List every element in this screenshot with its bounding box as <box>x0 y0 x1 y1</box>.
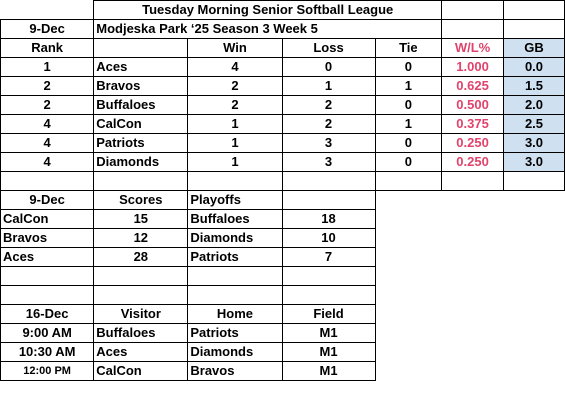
tie-cell: 0 <box>375 96 442 115</box>
field-cell: M1 <box>282 324 375 343</box>
league-title: Tuesday Morning Senior Softball League <box>94 1 442 20</box>
scores-date: 9-Dec <box>1 191 94 210</box>
gb-cell: 2.5 <box>503 115 564 134</box>
team-cell: Buffaloes <box>94 96 188 115</box>
loss-cell: 2 <box>282 96 375 115</box>
loss-cell: 1 <box>282 77 375 96</box>
rank-cell: 4 <box>1 153 94 172</box>
header-wl-pct: W/L% <box>442 39 504 58</box>
win-cell: 1 <box>188 134 282 153</box>
loss-cell: 3 <box>282 134 375 153</box>
win-cell: 2 <box>188 77 282 96</box>
win-cell: 1 <box>188 153 282 172</box>
title-row <box>1 1 565 20</box>
pct-cell: 0.500 <box>442 96 504 115</box>
header-gb: GB <box>503 39 564 58</box>
rank-cell: 4 <box>1 134 94 153</box>
rank-cell: 4 <box>1 115 94 134</box>
team-cell: CalCon <box>94 115 188 134</box>
score-value2: 18 <box>282 210 375 229</box>
header-loss: Loss <box>282 39 375 58</box>
standings-date: 9-Dec <box>1 20 94 39</box>
header-tie: Tie <box>375 39 442 58</box>
game-time: 10:30 AM <box>1 343 94 362</box>
score-value2: 10 <box>282 229 375 248</box>
playoffs-label: Playoffs <box>188 191 282 210</box>
visitor-label: Visitor <box>94 305 188 324</box>
gb-cell: 3.0 <box>503 134 564 153</box>
score-team1: CalCon <box>1 210 94 229</box>
game-time: 12:00 PM <box>1 362 94 381</box>
loss-cell: 3 <box>282 153 375 172</box>
win-cell: 4 <box>188 58 282 77</box>
tie-cell: 1 <box>375 115 442 134</box>
scores-label: Scores <box>94 191 188 210</box>
header-rank: Rank <box>1 39 94 58</box>
home-team: Diamonds <box>188 343 282 362</box>
loss-cell: 2 <box>282 115 375 134</box>
schedule-row <box>1 324 565 343</box>
header-win: Win <box>188 39 282 58</box>
score-team2: Diamonds <box>188 229 282 248</box>
spacer-row <box>1 286 565 305</box>
standings-header <box>1 39 565 58</box>
score-value1: 28 <box>94 248 188 267</box>
field-cell: M1 <box>282 343 375 362</box>
score-row <box>1 210 565 229</box>
visitor-team: CalCon <box>94 362 188 381</box>
gb-cell: 2.0 <box>503 96 564 115</box>
win-cell: 1 <box>188 115 282 134</box>
schedule-header <box>1 305 565 324</box>
pct-cell: 1.000 <box>442 58 504 77</box>
visitor-team: Buffaloes <box>94 324 188 343</box>
score-row <box>1 229 565 248</box>
table-row <box>1 153 565 172</box>
team-cell: Diamonds <box>94 153 188 172</box>
rank-cell: 2 <box>1 96 94 115</box>
tie-cell: 0 <box>375 134 442 153</box>
rank-cell: 1 <box>1 58 94 77</box>
schedule-row <box>1 343 565 362</box>
pct-cell: 0.375 <box>442 115 504 134</box>
field-cell: M1 <box>282 362 375 381</box>
tie-cell: 0 <box>375 58 442 77</box>
scores-header <box>1 191 565 210</box>
score-team1: Bravos <box>1 229 94 248</box>
gb-cell: 3.0 <box>503 153 564 172</box>
season-subtitle: Modjeska Park ‘25 Season 3 Week 5 <box>94 20 442 39</box>
table-row <box>1 77 565 96</box>
table-row <box>1 134 565 153</box>
home-team: Patriots <box>188 324 282 343</box>
score-value1: 12 <box>94 229 188 248</box>
pct-cell: 0.250 <box>442 153 504 172</box>
pct-cell: 0.625 <box>442 77 504 96</box>
win-cell: 2 <box>188 96 282 115</box>
schedule-date: 16-Dec <box>1 305 94 324</box>
team-cell: Patriots <box>94 134 188 153</box>
table-row <box>1 58 565 77</box>
field-label: Field <box>282 305 375 324</box>
score-team2: Patriots <box>188 248 282 267</box>
schedule-row <box>1 362 565 381</box>
score-row <box>1 248 565 267</box>
pct-cell: 0.250 <box>442 134 504 153</box>
score-team2: Buffaloes <box>188 210 282 229</box>
subtitle-row <box>1 20 565 39</box>
score-value2: 7 <box>282 248 375 267</box>
score-value1: 15 <box>94 210 188 229</box>
table-row <box>1 115 565 134</box>
game-time: 9:00 AM <box>1 324 94 343</box>
tie-cell: 0 <box>375 153 442 172</box>
table-row <box>1 96 565 115</box>
visitor-team: Aces <box>94 343 188 362</box>
gb-cell: 0.0 <box>503 58 564 77</box>
team-cell: Aces <box>94 58 188 77</box>
home-label: Home <box>188 305 282 324</box>
loss-cell: 0 <box>282 58 375 77</box>
gb-cell: 1.5 <box>503 77 564 96</box>
spacer-row <box>1 267 565 286</box>
spacer-row <box>1 172 565 191</box>
team-cell: Bravos <box>94 77 188 96</box>
score-team1: Aces <box>1 248 94 267</box>
rank-cell: 2 <box>1 77 94 96</box>
home-team: Bravos <box>188 362 282 381</box>
tie-cell: 1 <box>375 77 442 96</box>
